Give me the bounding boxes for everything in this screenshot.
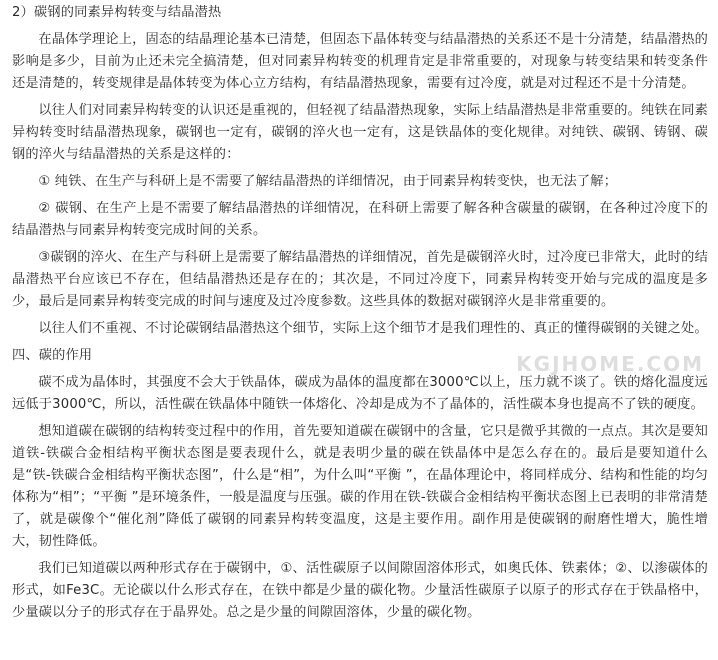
article-body (12, 2, 708, 629)
paragraph: 碳不成为晶体时，其强度不会大于铁晶体，碳成为晶体的温度都在3000℃以上，压力就不谈了。铁的熔化温度远远低于3000℃，所以，活性碳在铁晶体中随铁一体熔化、冷却是成为不了晶体的，活性碳本身也提高不了铁的硬度。 (12, 375, 708, 412)
paragraph: 以往人们不重视、不讨论碳钢结晶潜热这个细节，实际上这个细节才是我们理性的、真正的懂得碳钢的关键之处。 (38, 321, 708, 336)
watermark: KGJHOME.COM (516, 352, 704, 376)
list-item-2: ② 碳钢、在生产上是不需要了解结晶潜热的详细情况，在科研上需要了解各种含碳量的碳钢，在各种过冷度下的结晶潜热与同素异构转变完成时间的关系。 (12, 201, 708, 238)
list-item-3: ③碳钢的淬火、在生产与科研上是需要了解结晶潜热的详细情况，首先是碳钢淬火时，过冷度已非常大，此时的结晶潜热平台应该已不存在，但结晶潜热还是存在的；其次是，不同过冷度下，同素异构转变开始与完成的温度是多少，最后是同素异构转变完成的时间与速度及过冷度参数。这些具体的数据对碳钢淬火是非常重要的。 (12, 250, 708, 309)
section-heading-4: 四、碳的作用 (12, 348, 93, 363)
section-heading-2: 2）碳钢的同素异构转变与结晶潜热 (12, 5, 222, 20)
paragraph: 我们已知道碳以两种形式存在于碳钢中，①、活性碳原子以间隙固溶体形式，如奥氏体、铁素体；②、以渗碳体的形式，如Fe3C。无论碳以什么形式存在，在铁中都是少量的碳化物。少量活性碳原子以原子的形式存在于铁晶格中，少量碳以分子的形式存在于晶界处。总之是少量的间隙固溶体，少量的碳化物。 (12, 561, 708, 620)
paragraph: 以往人们对同素异构转变的认识还是重视的，但轻视了结晶潜热现象，实际上结晶潜热是非常重要的。纯铁在同素异构转变时结晶潜热现象，碳钢也一定有，碳钢的淬火也一定有，这是铁晶体的变化规律。对纯铁、碳钢、铸钢、碳钢的淬火与结晶潜热的关系是这样的： (12, 103, 708, 162)
paragraph: 在晶体学理论上，固态的结晶理论基本已清楚，但固态下晶体转变与结晶潜热的关系还不是十分清楚，结晶潜热的影响是多少，目前为止还未完全搞清楚，但对同素异构转变的机理肯定是非常重要的，对现象与转变结果和转变条件还是清楚的，转变规律是晶体转变为体心立方结构，有结晶潜热现象，需要有过冷度，就是对过程还不是十分清楚。 (12, 32, 708, 91)
list-item-1: ① 纯铁、在生产与科研上是不需要了解结晶潜热的详细情况，由于同素异构转变快，也无法了解； (38, 174, 618, 189)
paragraph: 想知道碳在碳钢的结构转变过程中的作用，首先要知道碳在碳钢中的含量，它只是微乎其微的一点点。其次是要知道铁-铁碳合金相结构平衡状态图是要表现什么，就是表明少量的碳在铁晶体中是怎么存在的。最后是要知道什么是“铁-铁碳合金相结构平衡状态图”，什么是“相”，为什么叫“平衡 ”，在晶体理论中，将同样成分、结构和性能的均匀体称为“相”；“平衡 ”是环境条件，一般是温度与压强。碳的作用在铁-铁碳合金相结构平衡状态图上已表明的非常清楚了，就是碳像个“催化剂”降低了碳钢的同素异构转变温度，这是主要作用。副作用是使碳钢的耐磨性增大，脆性增大，韧性降低。 (12, 424, 708, 549)
